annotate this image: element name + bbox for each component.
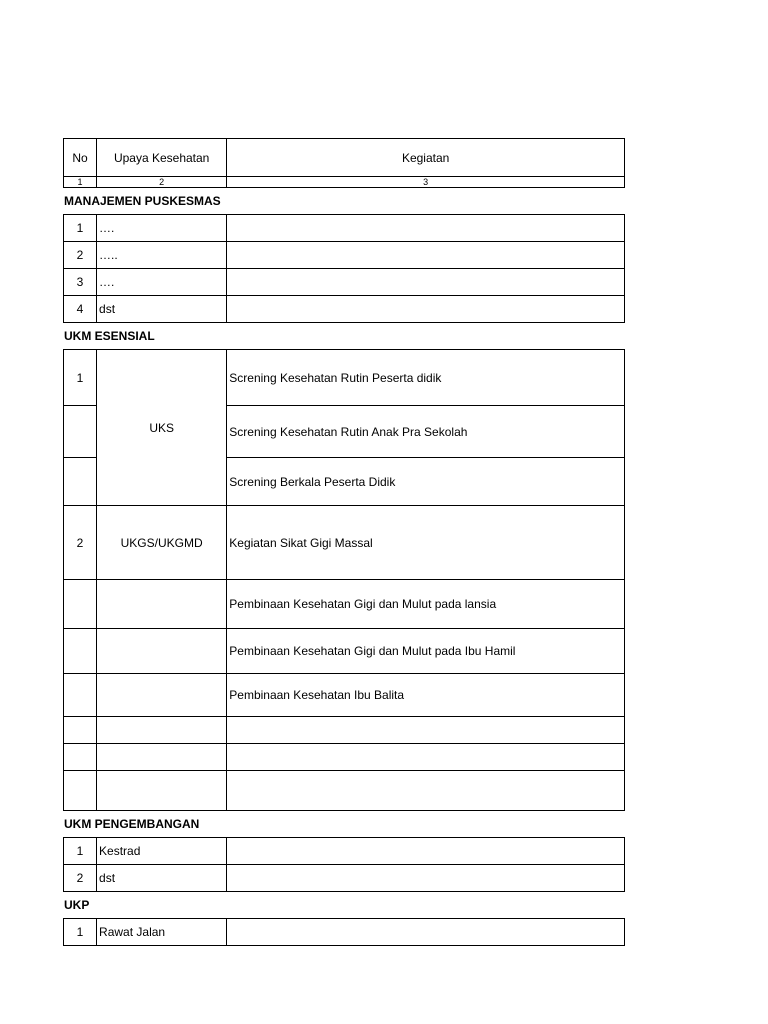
row-kegiatan bbox=[227, 215, 625, 242]
row-kegiatan bbox=[227, 269, 625, 296]
row-kegiatan bbox=[227, 744, 625, 771]
section-title-esensial: UKM ESENSIAL bbox=[64, 329, 155, 343]
row-upaya: …. bbox=[97, 215, 227, 242]
header-upaya: Upaya Kesehatan bbox=[97, 139, 227, 177]
table-row bbox=[64, 919, 625, 946]
table-row bbox=[64, 865, 625, 892]
row-no bbox=[64, 744, 97, 771]
table-row bbox=[64, 269, 625, 296]
row-no: 2 bbox=[64, 242, 97, 269]
column-number-2: 2 bbox=[97, 177, 227, 188]
row-upaya bbox=[97, 744, 227, 771]
row-upaya: dst bbox=[97, 296, 227, 323]
table-row bbox=[64, 744, 625, 771]
table-row bbox=[64, 350, 625, 406]
row-no bbox=[64, 629, 97, 674]
row-kegiatan bbox=[227, 865, 625, 892]
table-row bbox=[64, 296, 625, 323]
row-kegiatan: Pembinaan Kesehatan Gigi dan Mulut pada lansia bbox=[227, 580, 625, 629]
table-row bbox=[64, 838, 625, 865]
row-kegiatan bbox=[227, 296, 625, 323]
table-row bbox=[64, 580, 625, 629]
row-no: 1 bbox=[64, 350, 97, 406]
section-title-manajemen: MANAJEMEN PUSKESMAS bbox=[64, 194, 221, 208]
row-no: 3 bbox=[64, 269, 97, 296]
row-kegiatan: Screning Kesehatan Rutin Anak Pra Sekolah bbox=[227, 406, 625, 458]
ukp-table bbox=[63, 918, 625, 946]
row-no: 2 bbox=[64, 506, 97, 580]
row-kegiatan: Screning Berkala Peserta Didik bbox=[227, 458, 625, 506]
row-upaya bbox=[97, 717, 227, 744]
row-upaya bbox=[97, 674, 227, 717]
row-no bbox=[64, 458, 97, 506]
row-upaya: dst bbox=[97, 865, 227, 892]
row-upaya: Kestrad bbox=[97, 838, 227, 865]
row-kegiatan bbox=[227, 242, 625, 269]
row-no bbox=[64, 771, 97, 811]
row-upaya-uks: UKS bbox=[97, 350, 227, 506]
header-no: No bbox=[64, 139, 97, 177]
row-no: 1 bbox=[64, 838, 97, 865]
manajemen-table bbox=[63, 214, 625, 323]
pengembangan-table bbox=[63, 837, 625, 892]
table-row bbox=[64, 771, 625, 811]
row-upaya bbox=[97, 771, 227, 811]
row-kegiatan: Pembinaan Kesehatan Gigi dan Mulut pada Ibu Hamil bbox=[227, 629, 625, 674]
activity-table-sheet bbox=[63, 138, 625, 946]
table-row bbox=[64, 506, 625, 580]
row-upaya: …. bbox=[97, 269, 227, 296]
column-number-1: 1 bbox=[64, 177, 97, 188]
row-no: 4 bbox=[64, 296, 97, 323]
row-no: 1 bbox=[64, 215, 97, 242]
section-title-pengembangan: UKM PENGEMBANGAN bbox=[64, 817, 200, 831]
row-no bbox=[64, 580, 97, 629]
row-upaya: Rawat Jalan bbox=[97, 919, 227, 946]
row-upaya: ….. bbox=[97, 242, 227, 269]
row-no: 1 bbox=[64, 919, 97, 946]
table-row bbox=[64, 629, 625, 674]
section-title-ukp: UKP bbox=[64, 898, 90, 912]
table-row bbox=[64, 242, 625, 269]
row-upaya bbox=[97, 629, 227, 674]
row-kegiatan bbox=[227, 717, 625, 744]
row-kegiatan: Pembinaan Kesehatan Ibu Balita bbox=[227, 674, 625, 717]
table-row bbox=[64, 717, 625, 744]
column-number-3: 3 bbox=[227, 177, 625, 188]
esensial-table bbox=[63, 349, 625, 811]
row-kegiatan: Screning Kesehatan Rutin Peserta didik bbox=[227, 350, 625, 406]
row-kegiatan bbox=[227, 771, 625, 811]
row-no bbox=[64, 406, 97, 458]
table-row bbox=[64, 215, 625, 242]
row-no: 2 bbox=[64, 865, 97, 892]
row-kegiatan: Kegiatan Sikat Gigi Massal bbox=[227, 506, 625, 580]
header-kegiatan: Kegiatan bbox=[227, 139, 625, 177]
row-upaya-ukgs: UKGS/UKGMD bbox=[97, 506, 227, 580]
table-row bbox=[64, 674, 625, 717]
row-kegiatan bbox=[227, 838, 625, 865]
row-upaya bbox=[97, 580, 227, 629]
row-no bbox=[64, 674, 97, 717]
row-no bbox=[64, 717, 97, 744]
row-kegiatan bbox=[227, 919, 625, 946]
header-table bbox=[63, 138, 625, 188]
